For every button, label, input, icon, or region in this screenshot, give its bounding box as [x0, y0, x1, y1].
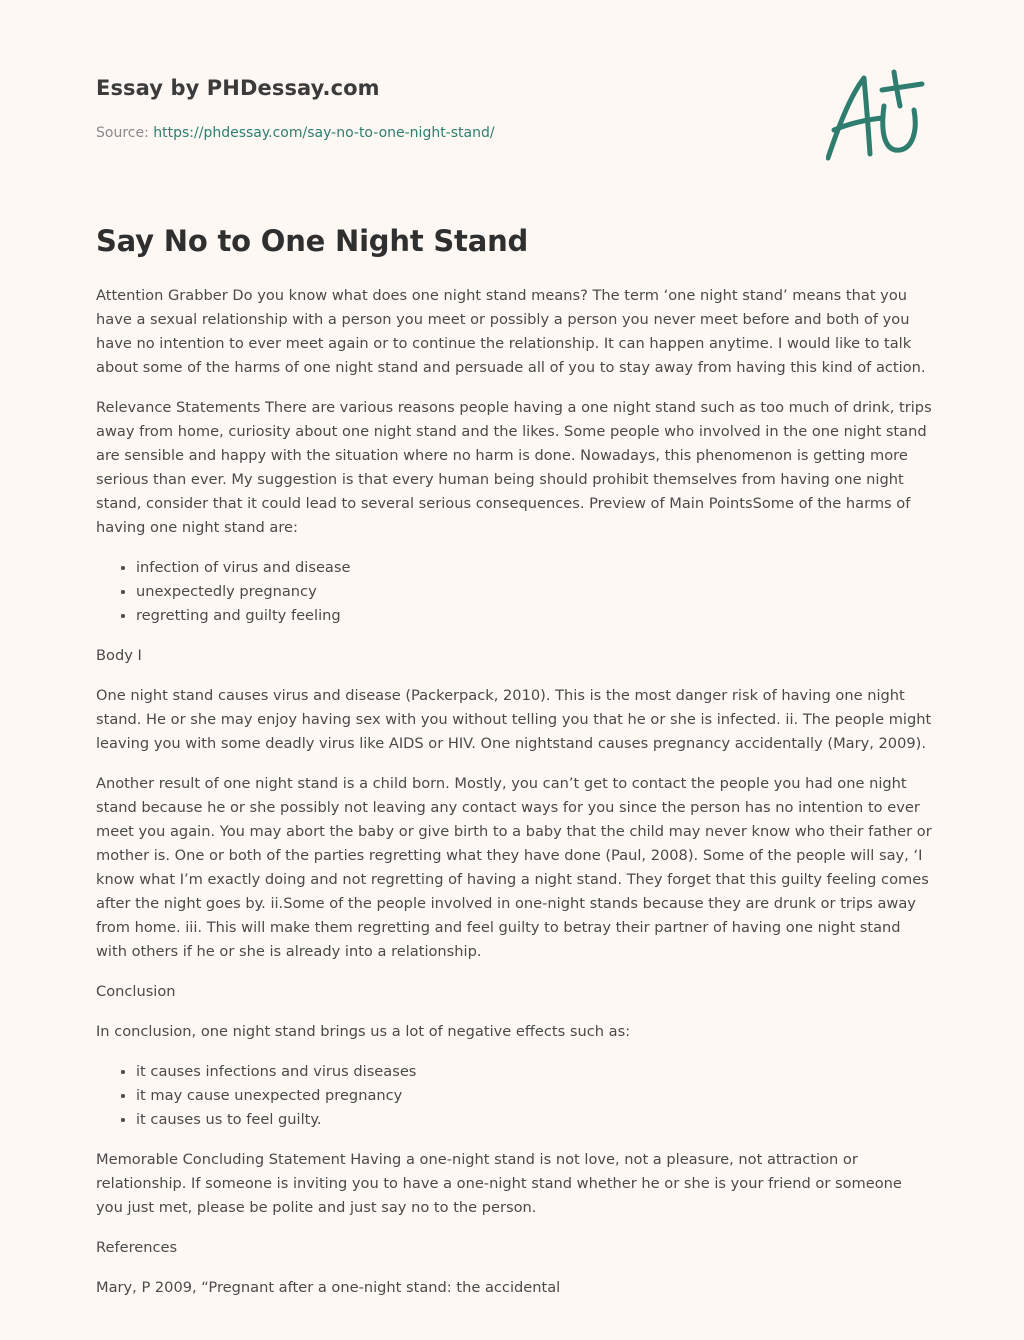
effects-list [96, 1060, 932, 1132]
source-link[interactable]: https://phdessay.com/say-no-to-one-night-stand/ [153, 125, 495, 141]
list-item: • it causes infections and virus diseases [136, 1060, 932, 1084]
paragraph-body-1: One night stand causes virus and disease (Packerpack, 2010). This is the most danger risk of having one night stand. He or she may enjoy having sex with you without telling you that he or she is infected. ii. The people might leaving you with some deadly virus like AIDS or HIV. One nightstand causes pregnancy accidentally (Mary, 2009). [96, 687, 932, 752]
section-heading-body: Body I [96, 647, 142, 664]
paragraph-concluding-statement: Memorable Concluding Statement Having a one-night stand is not love, not a pleasure, not attraction or relationship. If someone is inviting you to have a one-night stand whether he or she is your friend or someone you just met, please be polite and just say no to the person. [96, 1151, 902, 1216]
list-item: • it causes us to feel guilty. [136, 1108, 932, 1132]
paragraph-relevance: Relevance Statements There are various reasons people having a one night stand such as too much of drink, trips away from home, curiosity about one night stand and the likes. Some people who involved in the one night stand are sensible and happy with the situation where no harm is done. Nowadays, this phenomenon is getting more serious than ever. My suggestion is that every human being should prohibit themselves from having one night stand, consider that it could lead to several serious consequences. Preview of Main PointsSome of the harms of having one night stand are: [96, 399, 932, 536]
list-item: • infection of virus and disease [136, 556, 932, 580]
paragraph-body-2: Another result of one night stand is a child born. Mostly, you can’t get to contact the people you had one night stand because he or she possibly not leaving any contact ways for you since the person has no intention to ever meet you again. You may abort the baby or give birth to a baby that the child may never know who their father or mother is. One or both of the parties regretting what they have done (Paul, 2008). Some of the people will say, ‘I know what I’m exactly doing and not regretting of having a night stand. They forget that this guilty feeling comes after the night goes by. ii.Some of the people involved in one-night stands because they are drunk or trips away from home. iii. This will make them regretting and feel guilty to betray their partner of having one night stand with others if he or she is already into a relationship. [96, 775, 932, 960]
essay-body [96, 284, 932, 1316]
list-item: • it may cause unexpected pregnancy [136, 1084, 932, 1108]
list-item: • unexpectedly pregnancy [136, 580, 932, 604]
section-heading-references: References [96, 1239, 178, 1256]
essay-title: Say No to One Night Stand [96, 224, 529, 258]
list-item: • regretting and guilty feeling [136, 604, 932, 628]
a-plus-logo-icon [826, 66, 926, 166]
paragraph-conclusion: In conclusion, one night stand brings us a lot of negative effects such as: [96, 1023, 631, 1040]
site-brand: Essay by PHDessay.com [96, 76, 380, 100]
source-line [96, 125, 495, 141]
paragraph-attention-grabber: Attention Grabber Do you know what does one night stand means? The term ‘one night stand’ means that you have a sexual relationship with a person you meet or possibly a person you never meet before and both of you have no intention to ever meet again or to continue the relationship. It can happen anytime. I would like to talk about some of the harms of one night stand and persuade all of you to stay away from having this kind of action. [96, 287, 926, 376]
source-label: Source: [96, 125, 149, 141]
reference-entry: Mary, P 2009, “Pregnant after a one-night stand: the accidental [96, 1279, 561, 1296]
section-heading-conclusion: Conclusion [96, 983, 176, 1000]
harms-list [96, 556, 932, 628]
